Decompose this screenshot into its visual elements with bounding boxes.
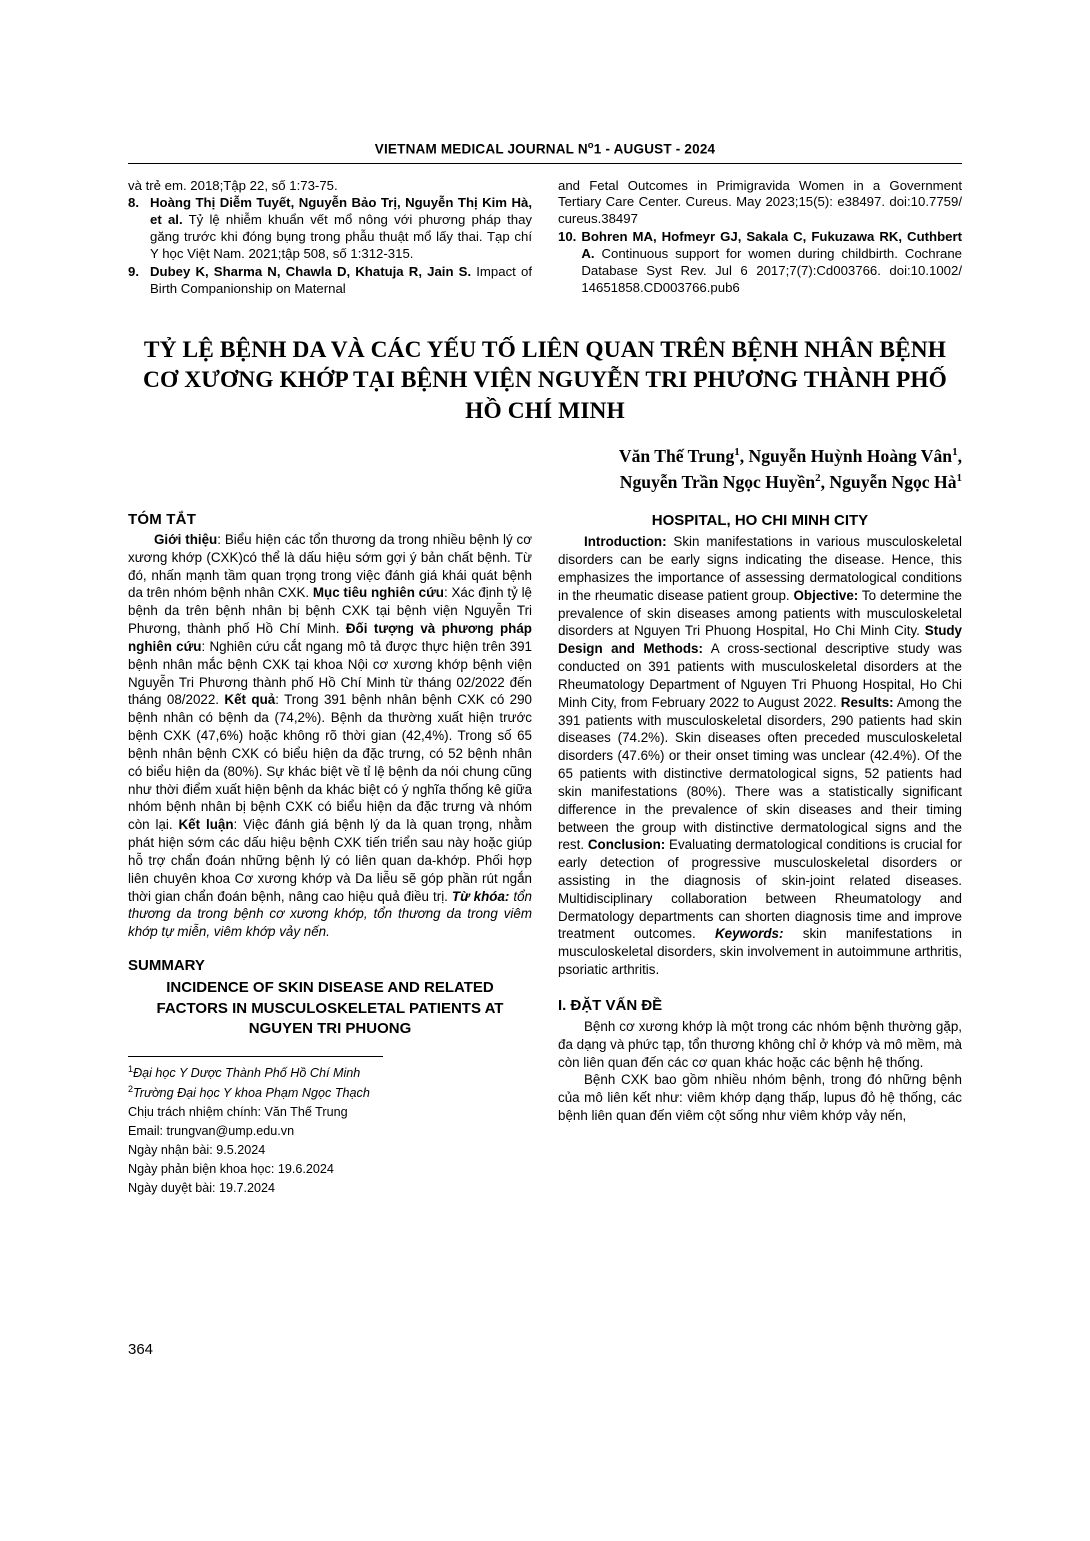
author-affiliation-marker: 1 [952,446,958,459]
author-name: Văn Thế Trung [618,446,735,466]
abstract-en-label-conclusion: Conclusion: [587,837,666,853]
abstract-en-label-keywords: Keywords: [714,926,784,942]
reference-number: 10. [558,229,577,245]
body-column-right [558,511,962,1198]
author-affiliation-marker: 2 [815,471,821,484]
date-reviewed: Ngày phản biện khoa học: 19.6.2024 [128,1161,334,1176]
reference-text [581,229,962,297]
abstract-vi-intro: : Biểu hiện các tổn thương da trong nhiều bệnh lý cơ xương khớp (CXK)có thể là dấu hiệu sớm gợi ý bản chất bệnh. Từ đó, nhấn mạnh tầm quan trọng trong việc đánh giá khái quát bệnh da trên nhóm bệnh nhân CXK. [128,532,532,601]
abstract-vi-methods: : Nghiên cứu cắt ngang mô tả được thực hiện trên 391 bệnh nhân mắc bệnh CXK tại khoa Nội cơ xương khớp bệnh viện Nguyễn Tri Phương thành phố Hồ Chí Minh từ tháng 02/2022 đến tháng 08/2022. [128,638,532,708]
footnote-block [128,1063,532,1198]
reference-item [558,229,962,297]
page-number: 364 [128,1341,154,1358]
date-received: Ngày nhận bài: 9.5.2024 [128,1143,266,1158]
abstract-vi-keywords: tổn thương da trong bệnh cơ xương khớp, tổn thương da trong viêm khớp tự miễn, viêm khớp vảy nến. [128,888,532,940]
abstract-en-label-introduction: Introduction: [584,534,667,550]
reference-authors: Dubey K, Sharma N, Chawla D, Khatuja R, Jain S. [150,263,472,279]
abstract-vi-label-conclusion: Kết luận [178,817,234,833]
abstract-vi-text [128,531,532,941]
author-affiliation-marker: 1 [734,446,740,459]
affiliation-marker: 1 [128,1064,134,1075]
abstract-en-label-objective: Objective: [793,587,859,603]
article-title: TỶ LỆ BỆNH DA VÀ CÁC YẾU TỐ LIÊN QUAN TRÊN BỆNH NHÂN BỆNH CƠ XƯƠNG KHỚP TẠI BỆNH VIỆN NGUYỄN TRI PHƯƠNG THÀNH PHỐ HỒ CHÍ MINH [143,336,947,424]
abstract-en-conclusion: Evaluating dermatological conditions is crucial for early detection of progressive musculoskeletal disorders or assisting in the diagnosis of skin-joint related diseases. Multidisciplinary collaboration between Rheumatology and Dermatology departments can shorten diagnosis time and improve treatment outcomes. [558,837,962,942]
reference-number: 8. [128,195,139,211]
affiliation-1 [128,1063,532,1083]
abstract-en-results: Among the 391 patients with musculoskeletal disorders, 290 patients had skin diseases (74.2%). Skin diseases often preceded musculoskeletal disorders (47.6%) or their onset timing was unclear (42.4%). Of the 65 patients with distinctive dermatological signs, 52 patients had skin manifestations (80%). There was a statistically significant difference in the prevalence of skin diseases and their timing between the group with distinctive dermatological signs and the rest. [558,694,962,853]
abstract-vi-label-keywords: Từ khóa: [451,888,510,904]
reference-column-right [558,178,962,299]
reference-column-left [128,178,532,299]
reference-authors: Hoàng Thị Diễm Tuyết, Nguyễn Bảo Trị, Nguyễn Thị Kim Hà, et al. [150,195,532,228]
author-affiliation-marker: 1 [956,471,962,484]
abstract-en-design: A cross-sectional descriptive study was conducted on 391 patients with musculoskeletal disorders at the Rheumatology Department of Nguyen Tri Phuong Hospital, Ho Chi Minh City, from February 2022 to August 2022. [558,641,962,710]
abstract-en-objective: To determine the prevalence of skin diseases among patients with musculoskeletal disorders at Nguyen Tri Phuong Hospital, Ho Chi Minh City. [558,587,962,639]
author-separator: , [957,446,962,466]
reference-authors: Bohren MA, Hofmeyr GJ, Sakala C, Fukuzawa RK, Cuthbert A. [581,229,962,262]
reference-body: Tỷ lệ nhiễm khuẩn vết mổ nông với phương pháp thay găng trước khi đóng bụng trong phẫu thuật mổ lấy thai. Tạp chí Y học Việt Nam. 2021;tập 508, số 1:312-315. [150,212,532,262]
reference-text [150,264,532,298]
abstract-vi-conclusion: : Việc đánh giá bệnh lý da là quan trọng, nhằm phát hiện sớm các dấu hiệu bệnh CXK tiến triển sau này hoặc giúp hỗ trợ chẩn đoán những bệnh lý có liên quan da-khớp. Phối hợp liên chuyên khoa Cơ xương khớp và Da liễu sẽ góp phần rút ngắn thời gian chẩn đoán bệnh, nâng cao hiệu quả điều trị. [128,817,533,904]
running-head-post: 1 - AUGUST - 2024 [593,141,716,157]
reference-continuation: và trẻ em. 2018;Tập 22, số 1:73-75. [128,177,338,193]
abstract-en-title: INCIDENCE OF SKIN DISEASE AND RELATED FACTORS IN MUSCULOSKELETAL PATIENTS AT NGUYEN TRI PHUONG [156,979,504,1038]
reference-body: Impact of Birth Companionship on Maternal [150,263,532,296]
author-name: , Nguyễn Ngọc Hà [820,471,957,492]
reference-number: 9. [128,263,139,279]
body-columns [128,511,962,1198]
date-accepted: Ngày duyệt bài: 19.7.2024 [128,1180,276,1195]
footnote-divider [128,1056,383,1057]
abstract-en-title-continued: HOSPITAL, HO CHI MINH CITY [651,512,869,529]
abstract-en-introduction: Skin manifestations in various musculoskeletal disorders can be early signs indicating the disease. Hence, this emphasizes the importance of assessing dermatological conditions in the rheumatic disease patient group. [558,534,962,603]
corresponding-author: Chịu trách nhiệm chính: Văn Thế Trung [128,1105,348,1120]
abstract-en-label-results: Results: [840,694,894,710]
author-line-1 [128,444,962,470]
author-list [128,444,962,495]
corresponding-email: Email: trungvan@ump.edu.vn [128,1124,295,1139]
section-heading-introduction: I. ĐẶT VẤN ĐỀ [558,996,663,1014]
reference-item [128,264,532,298]
body-column-left [128,511,532,1198]
abstract-vi-label-objective: Mục tiêu nghiên cứu [312,585,444,601]
abstract-en-keywords: skin manifestations in musculoskeletal disorders, skin involvement in autoimmune arthritis, psoriatic arthritis. [558,926,962,978]
author-line-2 [128,470,962,496]
abstract-vi-objective: : Xác định tỷ lệ bệnh da trên bệnh nhân bị bệnh CXK tại bệnh viện Nguyễn Tri Phương, thành phố Hồ Chí Minh. [128,585,532,637]
abstract-vi-label-methods: Đối tượng và phương pháp nghiên cứu [128,621,532,654]
abstract-vi-label-results: Kết quả [224,692,276,708]
affiliation-text: Đại học Y Dược Thành Phố Hồ Chí Minh [133,1066,361,1081]
affiliation-2 [128,1083,532,1103]
running-head-superscript: o [587,140,594,151]
section-intro-paragraph-1: Bệnh cơ xương khớp là một trong các nhóm bệnh thường gặp, đa dạng và phức tạp, tổn thương không chỉ ở khớp và mô mềm, mà còn liên quan đến các cơ quan khác hoặc các bệnh hệ thống. [558,1018,962,1070]
affiliation-marker: 2 [128,1084,134,1095]
reference-body: Continuous support for women during childbirth. Cochrane Database Syst Rev. Jul 6 2017;7(7):Cd003766. doi:10.1002/ 14651858.CD003766.pub6 [581,246,962,295]
reference-list [128,178,962,299]
abstract-en-label-design: Study Design and Methods: [558,623,962,657]
running-head-pre: VIETNAM MEDICAL JOURNAL N [374,141,588,157]
affiliation-text: Trường Đại học Y khoa Phạm Ngọc Thạch [133,1086,370,1101]
reference-continuation: and Fetal Outcomes in Primigravida Women in a Government Tertiary Care Center. Cureus. May 2023;15(5): e38497. doi:10.7759/ cureus.38497 [558,177,962,227]
reference-item [128,195,532,263]
abstract-vi-heading: TÓM TẮT [128,511,197,528]
reference-text [150,195,532,263]
abstract-en-heading: SUMMARY [128,957,205,975]
running-head [128,140,962,164]
abstract-en-text [558,533,962,979]
abstract-vi-label-intro: Giới thiệu [154,532,218,547]
abstract-vi-results: : Trong 391 bệnh nhân bệnh CXK có 290 bệnh nhân có bệnh da (74,2%). Bệnh da thường xuất hiện trước bệnh CXK (47,6%) hoặc không rõ thời gian (42,4%). Trong số 65 bệnh nhân bệnh CXK có biểu hiện da đặc trưng, có 52 bệnh nhân có biểu hiện da (80%). Sự khác biệt về tỉ lệ bệnh da nói chung cũng như thời điểm xuất hiện bệnh da khác biệt có ý nghĩa thống kê giữa nhóm bệnh nhân bị bệnh CXK có biểu hiện da đặc trưng và nhóm còn lại. [128,692,533,833]
author-name: , Nguyễn Huỳnh Hoàng Vân [739,446,953,466]
section-intro-paragraph-2: Bệnh CXK bao gồm nhiều nhóm bệnh, trong đó những bệnh của mô liên kết như: viêm khớp dạng thấp, lupus đỏ hệ thống, các bệnh liên quan đến viêm cột sống như viêm khớp vảy nến, [558,1072,962,1124]
author-name: Nguyễn Trần Ngọc Huyền [619,471,816,492]
